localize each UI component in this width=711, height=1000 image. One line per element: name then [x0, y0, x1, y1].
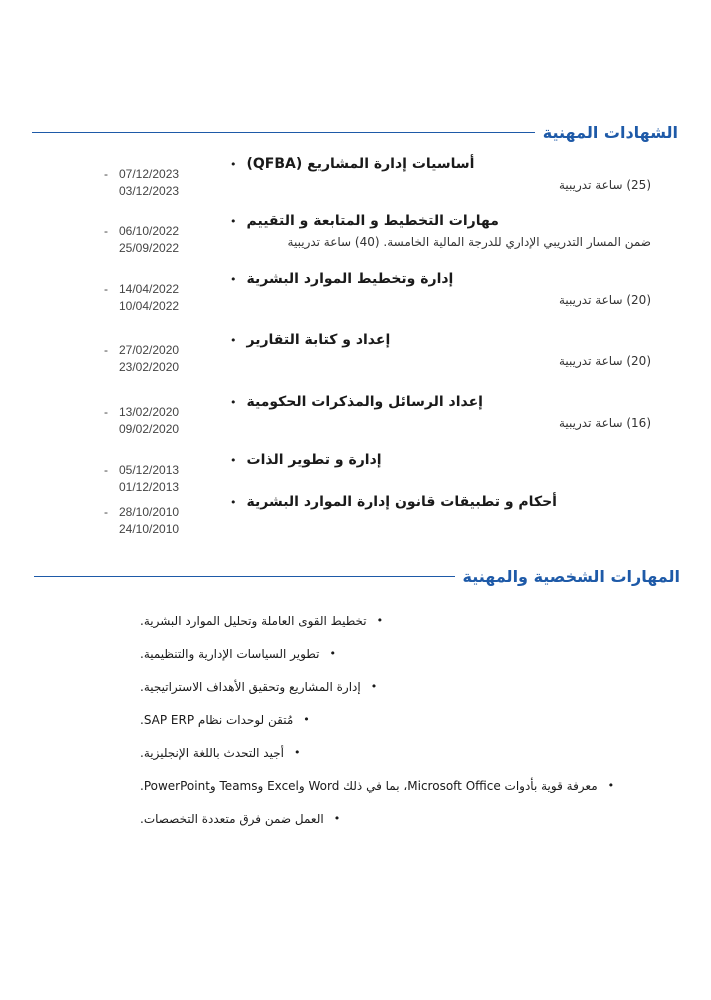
- date-separator: -: [104, 167, 108, 181]
- date-separator: -: [104, 343, 108, 357]
- skills-title: المهارات الشخصية والمهنية: [462, 566, 680, 586]
- certification-end-date: 06/10/2022: [119, 224, 180, 238]
- bullet-icon: •: [230, 453, 237, 467]
- certification-end-date: 28/10/2010: [119, 505, 180, 519]
- certification-start-date: 01/12/2013: [119, 480, 180, 494]
- bullet-icon: •: [230, 157, 237, 171]
- bullet-icon: •: [293, 746, 301, 759]
- certifications-title: الشهادات المهنية: [542, 122, 678, 142]
- bullet-icon: •: [376, 614, 384, 627]
- skill-text: العمل ضمن فرق متعددة التخصصات.: [140, 811, 324, 826]
- skill-item: [140, 670, 670, 703]
- date-separator: -: [104, 282, 108, 296]
- bullet-icon: •: [607, 779, 615, 792]
- certification-dates: [104, 166, 214, 200]
- certification-title: إدارة و تطوير الذات: [246, 452, 382, 468]
- skill-text: إدارة المشاريع وتحقيق الأهداف الاستراتيجية.: [140, 679, 361, 694]
- certification-hours: (20) ساعة تدريبية: [558, 354, 651, 368]
- date-separator: -: [104, 405, 108, 419]
- skill-item: [140, 802, 670, 835]
- certification-dates: [104, 223, 214, 257]
- skill-item: [140, 769, 670, 802]
- skill-text: تطوير السياسات الإدارية والتنظيمية.: [140, 646, 320, 661]
- certifications-section-header: [32, 120, 678, 144]
- certification-title: إعداد الرسائل والمذكرات الحكومية: [246, 394, 483, 410]
- skill-text: معرفة قوية بأدوات Microsoft Office، بما في ذلك Word وExcel وTeams وPowerPoint.: [140, 778, 598, 793]
- skill-item: [140, 604, 670, 637]
- certification-hours: ضمن المسار التدريبي الإداري للدرجة المالية الخامسة. (40) ساعة تدريبية: [287, 235, 651, 249]
- skill-item: [140, 703, 670, 736]
- date-separator: -: [104, 505, 108, 519]
- skill-text: تخطيط القوى العاملة وتحليل الموارد البشرية.: [140, 613, 367, 628]
- certification-dates: [104, 462, 214, 496]
- certification-hours: (16) ساعة تدريبية: [558, 416, 651, 430]
- date-separator: -: [104, 224, 108, 238]
- certification-dates: [104, 404, 214, 438]
- bullet-icon: •: [370, 680, 378, 693]
- bullet-icon: •: [230, 333, 237, 347]
- certification-end-date: 13/02/2020: [119, 405, 180, 419]
- certification-hours: (20) ساعة تدريبية: [558, 293, 651, 307]
- certification-end-date: 05/12/2013: [119, 463, 180, 477]
- bullet-icon: •: [230, 495, 237, 509]
- bullet-icon: •: [230, 395, 237, 409]
- certification-title: أساسيات إدارة المشاريع (QFBA): [246, 156, 475, 172]
- certification-start-date: 03/12/2023: [119, 184, 180, 198]
- skill-item: [140, 736, 670, 769]
- certification-dates: [104, 342, 214, 376]
- certification-start-date: 25/09/2022: [119, 241, 180, 255]
- certification-title: إدارة وتخطيط الموارد البشرية: [246, 271, 454, 287]
- certification-start-date: 09/02/2020: [119, 422, 180, 436]
- section-divider: [32, 132, 535, 133]
- certification-end-date: 07/12/2023: [119, 167, 180, 181]
- certification-dates: [104, 504, 214, 538]
- certification-end-date: 14/04/2022: [119, 282, 180, 296]
- certification-end-date: 27/02/2020: [119, 343, 180, 357]
- certification-start-date: 23/02/2020: [119, 360, 180, 374]
- certification-hours: (25) ساعة تدريبية: [558, 178, 651, 192]
- certification-title: إعداد و كتابة التقارير: [246, 332, 391, 348]
- bullet-icon: •: [333, 812, 341, 825]
- certification-title: مهارات التخطيط و المتابعة و التقييم: [246, 213, 499, 229]
- date-separator: -: [104, 463, 108, 477]
- certification-title: أحكام و تطبيقات قانون إدارة الموارد البشرية: [246, 494, 557, 510]
- skill-text: مُتقن لوحدات نظام SAP ERP.: [140, 712, 294, 727]
- certification-start-date: 10/04/2022: [119, 299, 180, 313]
- bullet-icon: •: [230, 272, 237, 286]
- certification-start-date: 24/10/2010: [119, 522, 180, 536]
- bullet-icon: •: [230, 214, 237, 228]
- skills-section-header: [34, 564, 680, 588]
- bullet-icon: •: [303, 713, 310, 726]
- skills-list: [140, 604, 670, 835]
- certification-dates: [104, 281, 214, 315]
- skill-text: أجيد التحدث باللغة الإنجليزية.: [140, 745, 284, 760]
- skill-item: [140, 637, 670, 670]
- section-divider: [34, 576, 455, 577]
- bullet-icon: •: [329, 647, 336, 660]
